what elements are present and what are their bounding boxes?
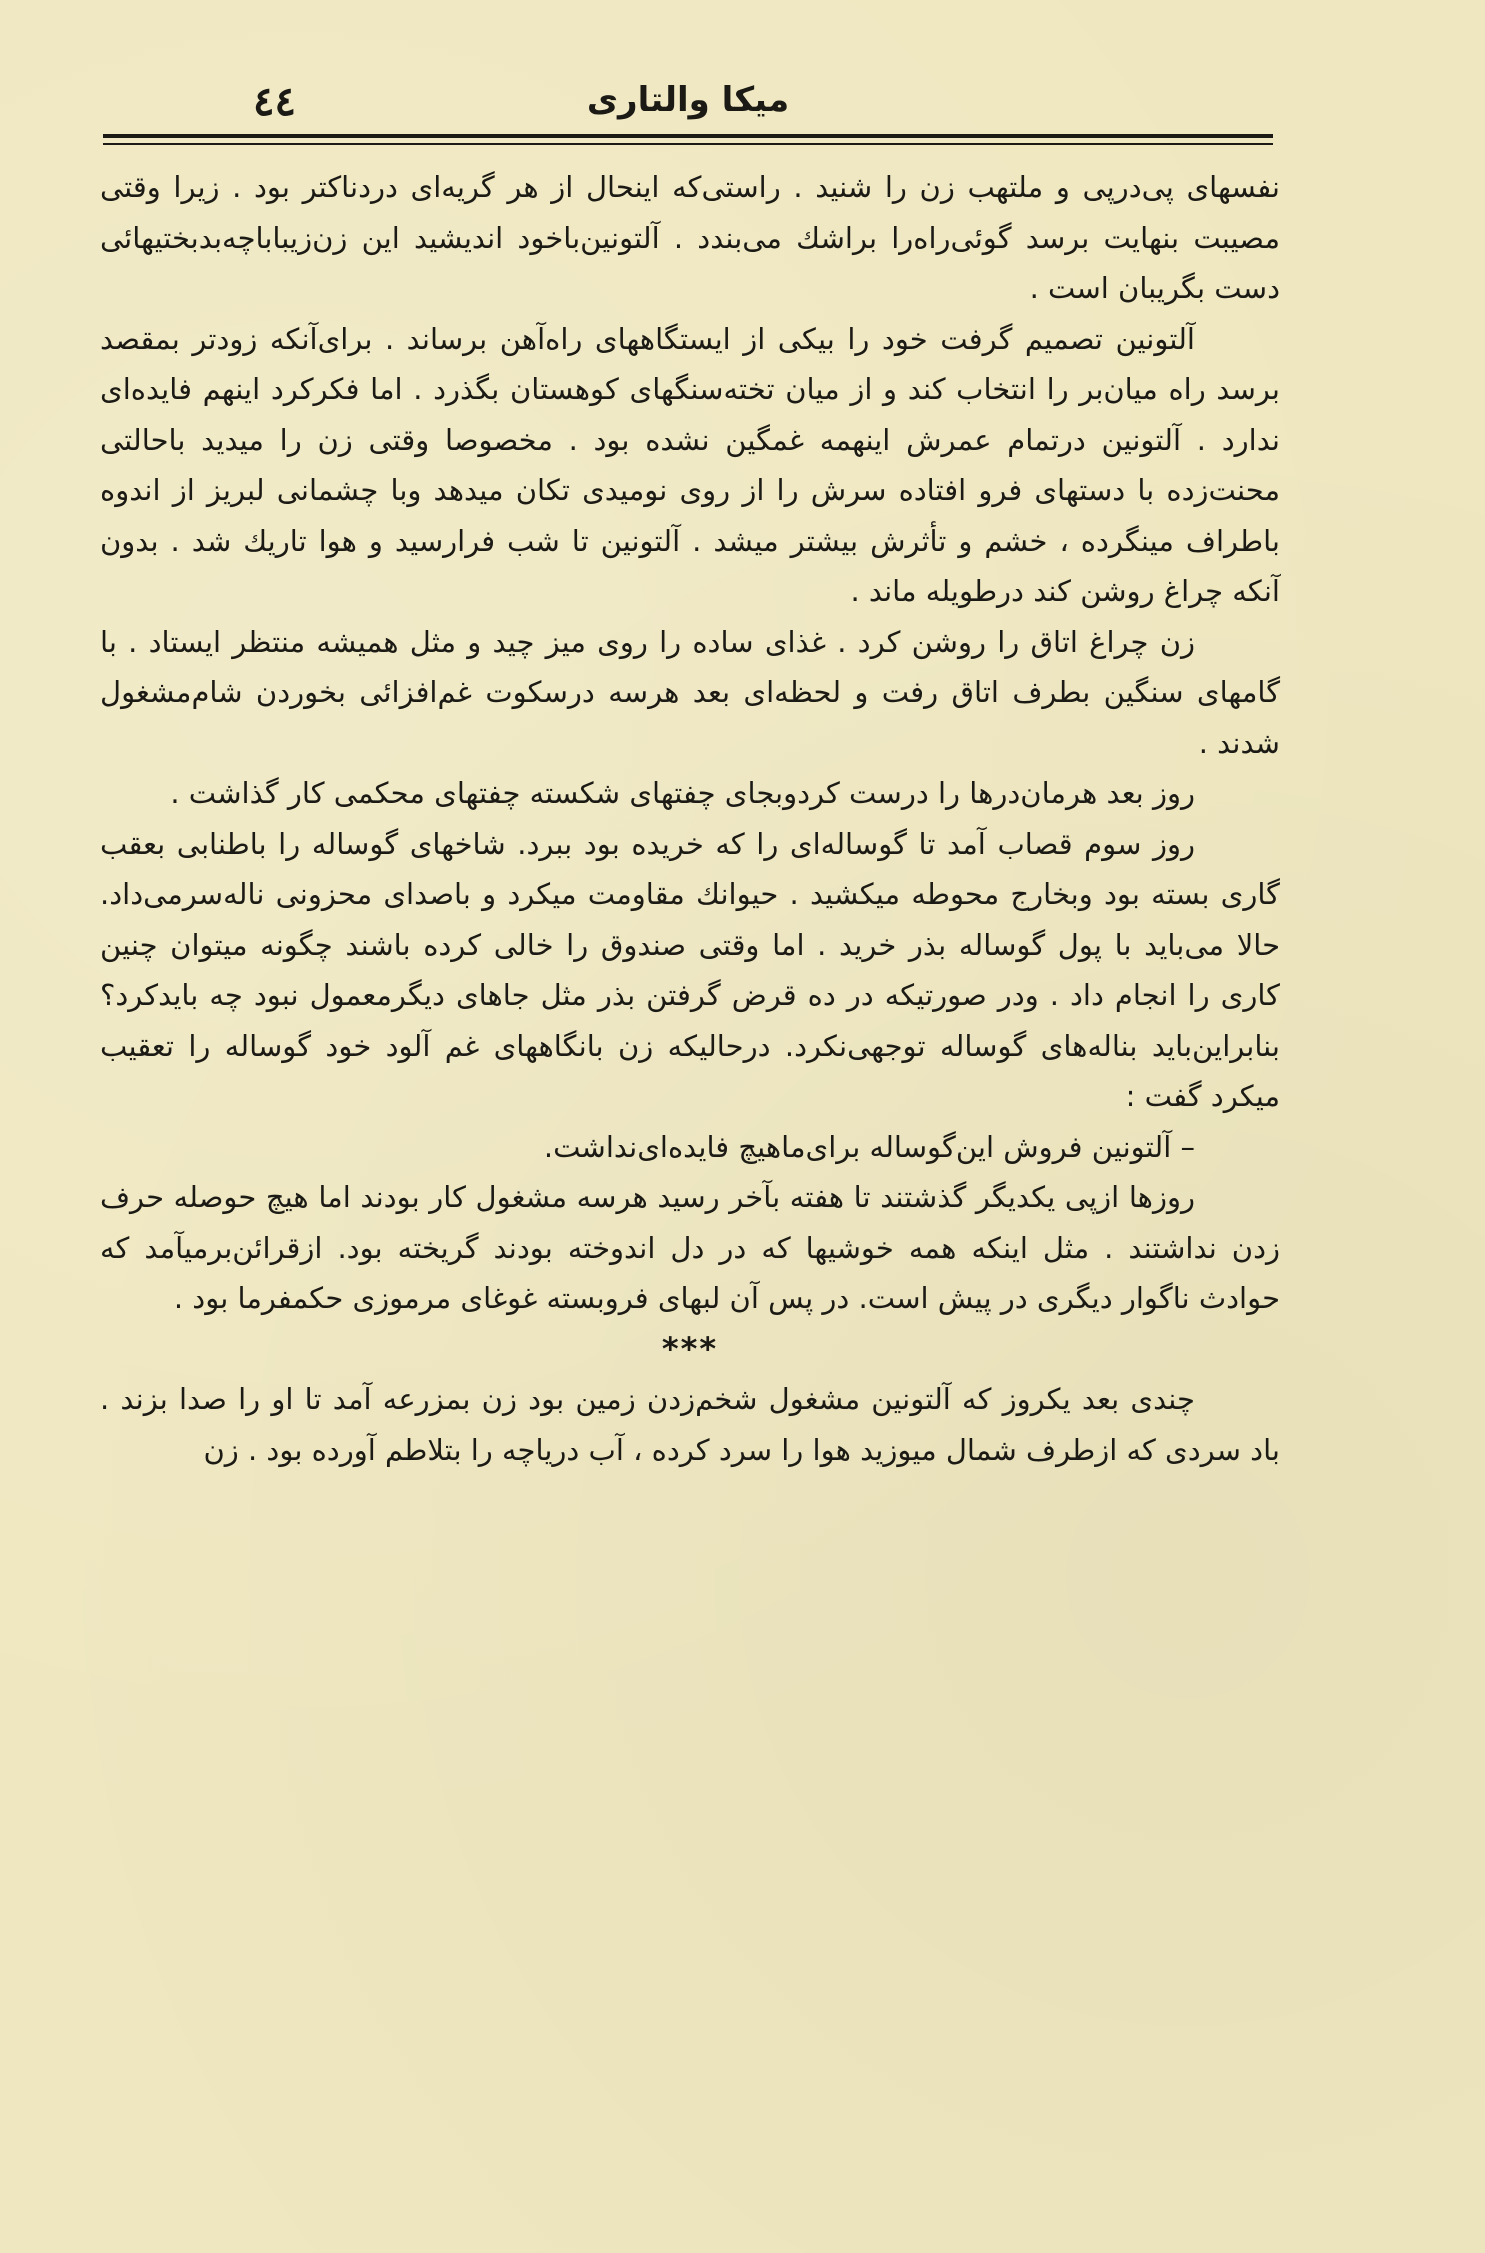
paragraph-2: آلتونین تصمیم گرفت خود را بیکی از ایستگاههای راه‌آهن برساند . برای‌آنکه زودتر بمقصد برسد راه میان‌بر را انتخاب کند و از میان تخته‌سنگهای کوهستان بگذرد . اما فکرکرد اینهم فایده‌ای ندارد . آلتونین درتمام عمرش اینهمه غمگین نشده بود . مخصوصا وقتی زن را میدید باحالتی محنت‌زده با دستهای فرو افتاده سرش را از روی نومیدی تکان میدهد وبا چشمانی لبریز از اندوه باطراف مینگرده ، خشم و تأثرش بیشتر میشد . آلتونین تا شب فرارسید و هوا تاریك شد . بدون آنکه چراغ روشن کند درطویله ماند . [100, 321, 1280, 608]
paragraph-4: روز بعد هرمان‌درها را درست کردوبجای چفتهای شکسته چفتهای محکمی کار گذاشت . [170, 776, 1195, 810]
paragraph-8: چندی بعد یکروز که آلتونین مشغول شخم‌زدن زمین بود زن بمزرعه آمد تا او را صدا بزند . باد سردی که ازطرف شمال میوزید هوا را سرد کرده ، آب دریاچه را بتلاطم آورده بود . زن [100, 1382, 1280, 1467]
page-header [103, 78, 1273, 128]
paragraph-5: روز سوم قصاب آمد تا گوساله‌ای را که خریده بود ببرد. شاخهای گوساله را باطنابی بعقب گاری بسته بود وبخارج محوطه میکشید . حیوانك مقاومت میکرد و باصدای محزونی ناله‌سرمی‌داد. حالا می‌باید با پول گوساله بذر خرید . اما وقتی صندوق را خالی کرده باشند چگونه میتوان چنین کاری را انجام داد . ودر صورتیکه در ده قرض گرفتن بذر مثل جاهای دیگرمعمول نبود چه بایدکرد؟ بنابراین‌باید بناله‌های گوساله توجهی‌نکرد. درحالیکه زن بانگاههای غم آلود خود گوساله را تعقیب میکرد گفت : [100, 826, 1280, 1113]
paragraph-3: زن چراغ اتاق را روشن کرد . غذای ساده را روی میز چید و مثل همیشه منتظر ایستاد . با گامهای سنگین بطرف اتاق رفت و لحظه‌ای بعد هرسه درسکوت غم‌افزائی بخوردن شام‌مشغول شدند . [100, 624, 1280, 760]
running-title: میکا والتاری [586, 80, 790, 120]
paragraph-1: نفسهای پی‌درپی و ملتهب زن را شنید . راستی‌که اینحال از هر گریه‌ای دردناکتر بود . زیرا وقتی مصیبت بنهایت برسد گوئی‌راه‌را براشك می‌بندد . آلتونین‌باخود اندیشید این زن‌زیباباچه‌بدبختیهائی دست بگریبان است . [100, 170, 1280, 305]
header-rule-thin [103, 143, 1273, 145]
paragraph-7: روزها ازپی یکدیگر گذشتند تا هفته بآخر رسید هرسه مشغول کار بودند اما هیچ حوصله حرف زدن نداشتند . مثل اینکه همه خوشیها که در دل اندوخته بودند گریخته بود. ازقرائن‌برمیآمد که حوادث ناگوار دیگری در پیش است. در پس آن لبهای فروبسته غوغای مرموزی حکمفرما بود . [100, 1180, 1280, 1315]
body-text [100, 162, 1280, 1475]
header-rule-thick [103, 134, 1273, 138]
section-separator: *** [661, 1329, 719, 1368]
paragraph-6: – آلتونین فروش این‌گوساله برای‌ماهیچ فایده‌ای‌نداشت. [543, 1129, 1195, 1164]
page-number: ٤٤ [253, 78, 296, 125]
